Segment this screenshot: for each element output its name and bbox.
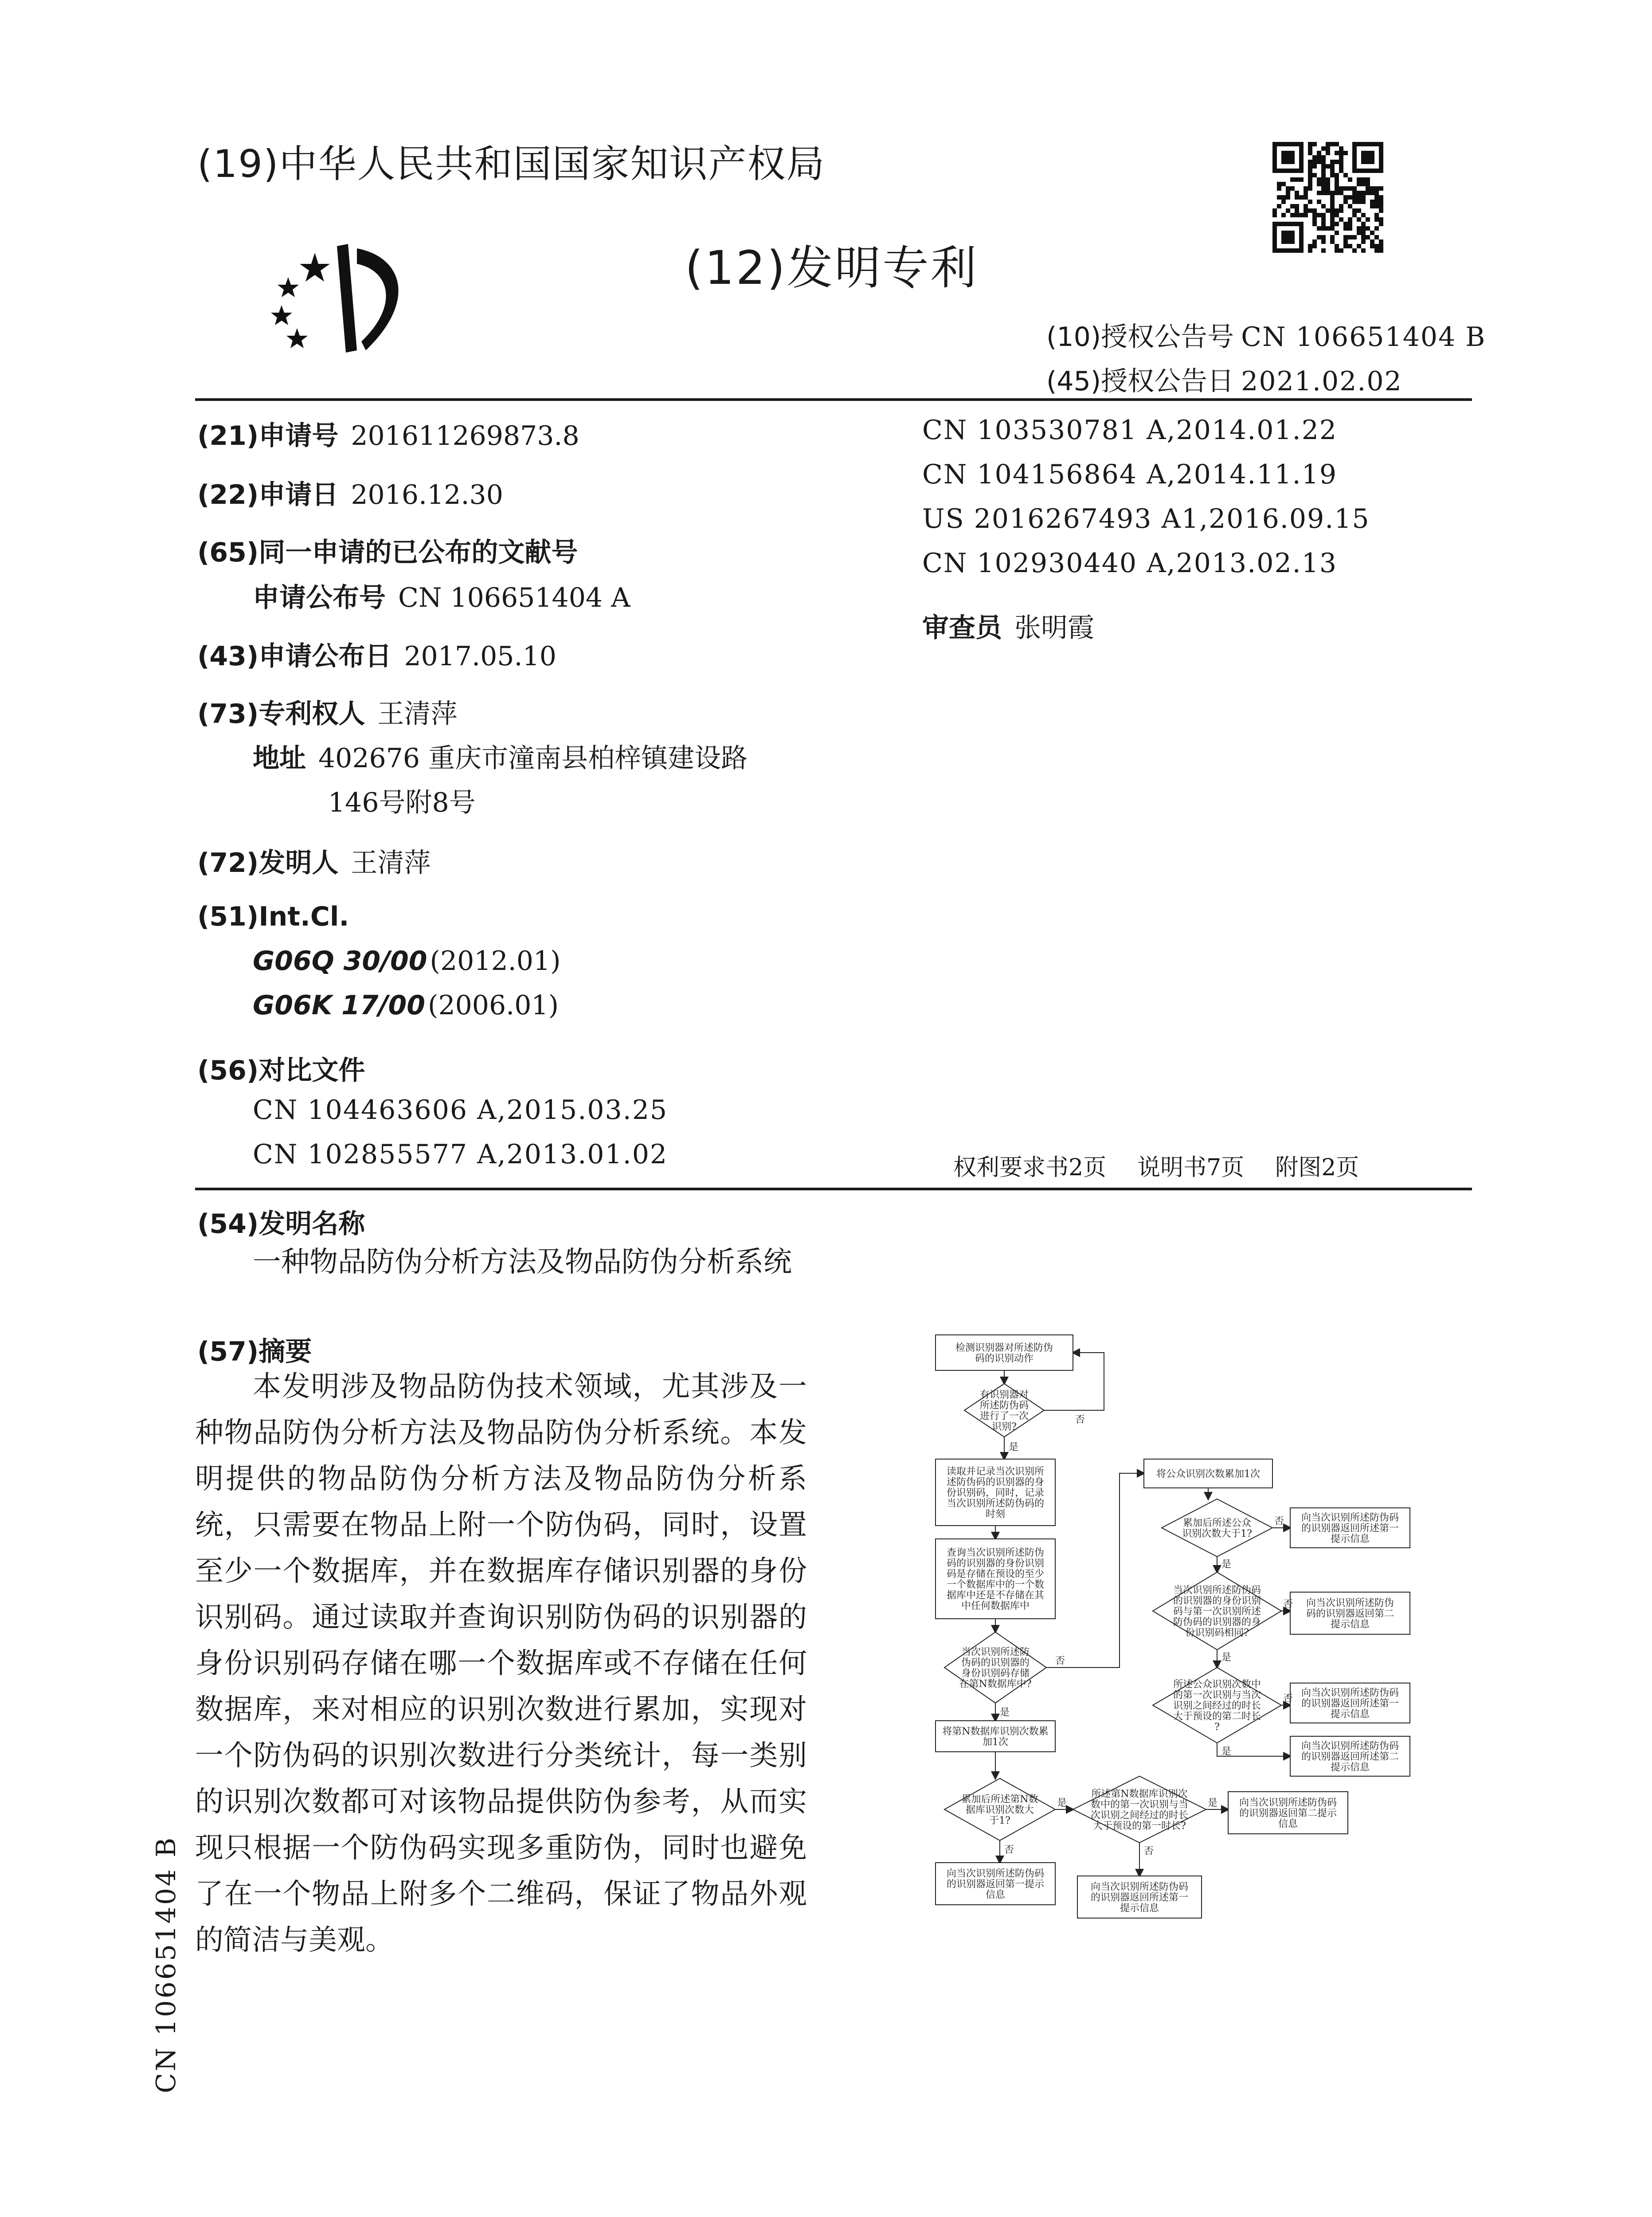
inventor-value: 王清萍 (351, 848, 431, 879)
flow-node-text: 大于预设的第一时长? (1093, 1821, 1186, 1832)
fields-divider (195, 1188, 1472, 1190)
flow-edge-label: 是 (1221, 1746, 1232, 1757)
flow-edge-label: 否 (1274, 1516, 1284, 1527)
flow-node-text: 的识别器返回所述第一 (1090, 1892, 1189, 1903)
authority-title: (19)中华人民共和国国家知识产权局 (197, 142, 826, 186)
flow-edge-label: 是 (1221, 1652, 1232, 1663)
flow-node-text: 识别之间经过的时长 (1173, 1700, 1261, 1711)
reference-item: CN 102855577 A,2013.01.02 (253, 1139, 668, 1170)
references (197, 1049, 365, 1087)
grant-pub-date: 2021.02.02 (1241, 366, 1402, 397)
description-pages: 说明书7页 (1137, 1154, 1245, 1181)
flow-node-text: 信息 (1278, 1818, 1298, 1830)
flow-node-text: 提示信息 (1330, 1534, 1370, 1545)
flow-node-text: 份识别码相同? (1185, 1627, 1249, 1639)
grant-pub-date-line (1046, 360, 1402, 398)
flow-edge-label: 否 (1144, 1846, 1154, 1857)
flow-node-text: 向当次识别所述防伪码 (1301, 1687, 1399, 1699)
flow-node-text: 查询当次识别所述防伪 (946, 1547, 1045, 1558)
flow-edge-label: 是 (1000, 1707, 1010, 1718)
cnipa-emblem-icon (270, 239, 430, 355)
flow-node-text: 述防伪码的识别器的身 (946, 1477, 1045, 1488)
flow-node-text: 所述防伪码 (979, 1400, 1029, 1411)
int-cl-version: (2006.01) (428, 990, 559, 1021)
grant-pub-no: CN 106651404 B (1241, 322, 1486, 353)
application-pub-date (197, 635, 556, 673)
int-cl-code: G06K 17/00 (253, 990, 426, 1021)
header-divider (195, 398, 1472, 401)
inventor (197, 842, 431, 880)
app-date-value: 2016.12.30 (351, 479, 503, 510)
patentee-label: (73)专利权人 (197, 698, 365, 730)
flow-node-text: 提示信息 (1120, 1903, 1159, 1914)
app-pub-date-label: (43)申请公布日 (197, 641, 392, 672)
flow-node-text: 信息 (985, 1889, 1006, 1901)
flow-edge-label: 否 (1283, 1599, 1293, 1610)
invention-title: 一种物品防伪分析方法及物品防伪分析系统 (253, 1246, 792, 1279)
int-cl-row (253, 946, 560, 977)
int-cl-version: (2012.01) (430, 946, 561, 977)
flow-node-text: 份识别码，同时，记录 (946, 1487, 1045, 1499)
flow-node-text: 的第一次识别与当次 (1173, 1690, 1261, 1701)
int-cl-code: G06Q 30/00 (253, 946, 427, 977)
flow-node-text: 大于预设的第二时长 (1173, 1711, 1261, 1722)
flow-node-text: 的识别器返回所述第二 (1301, 1751, 1399, 1762)
title-label-text: (54)发明名称 (197, 1209, 365, 1240)
same-application-pub (197, 531, 578, 569)
flow-node-text: 提示信息 (1330, 1709, 1370, 1720)
flow-node-text: 识别次数大于1? (1182, 1528, 1252, 1539)
address-line2: 146号附8号 (328, 787, 476, 818)
patentee (197, 693, 457, 731)
flow-node-text: 中任何数据库中 (961, 1601, 1030, 1612)
flow-node-text: 的识别器返回所述第一 (1301, 1523, 1399, 1534)
address-line-2 (328, 781, 476, 820)
flow-node-text: 识别? (992, 1421, 1017, 1432)
flow-edge-label: 是 (1009, 1442, 1019, 1453)
claims-pages: 权利要求书2页 (953, 1154, 1107, 1181)
application-number (197, 415, 579, 453)
flow-node-text: 有识别器对 (979, 1389, 1029, 1401)
examiner-label: 审查员 (922, 612, 1002, 644)
flow-node-text: 所述公众识别次数中 (1173, 1679, 1261, 1690)
examiner-value: 张明霞 (1014, 612, 1094, 644)
flow-node-text: 将第N数据库识别次数累 (942, 1726, 1049, 1737)
same-app-label: (65)同一申请的已公布的文献号 (197, 537, 578, 568)
flow-node-text: 防伪码的识别器的身 (1173, 1617, 1261, 1628)
reference-item: US 2016267493 A1,2016.09.15 (922, 503, 1370, 534)
flow-node-text: 据库识别次数大 (965, 1805, 1034, 1816)
reference-item: CN 102930440 A,2013.02.13 (922, 548, 1338, 579)
app-pub-date-value: 2017.05.10 (404, 641, 556, 672)
flow-node-text: 向当次识别所述防伪码 (1301, 1512, 1399, 1523)
flow-node-text: 伪码的识别器的 (961, 1657, 1030, 1668)
document-type: (12)发明专利 (685, 241, 979, 295)
flow-edge-label: 否 (1004, 1844, 1014, 1856)
flow-node-text: 将公众识别次数累加1次 (1156, 1468, 1260, 1480)
flow-node-text: 的识别器的身份识别 (1173, 1595, 1261, 1607)
patentee-value: 王清萍 (377, 698, 458, 730)
app-no-label: (21)申请号 (197, 420, 339, 451)
app-no-value: 201611269873.8 (351, 420, 579, 451)
flow-node-text: 于1? (989, 1815, 1010, 1826)
address (253, 737, 748, 775)
abstract-text: 本发明涉及物品防伪技术领域，尤其涉及一种物品防伪分析方法及物品防伪分析系统。本发明提供的物品防伪分析方法及物品防伪分析系统，只需要在物品上附一个防伪码，同时，设置至少一个数据库，并在数据库存储识别器的身份识别码。通过读取并查询识别防伪码的识别器的身份识别码存储在哪一个数据库或不存储在任何数据库，来对相应的识别次数进行累加，实现对一个防伪码的识别次数进行分类统计，每一类别的识别次数都可对该物品提供防伪参考，从而实现只根据一个防伪码实现多重防伪，同时也避免了在一个物品上附多个二维码，保证了物品外观的简洁与美观。 (195, 1370, 807, 1957)
flow-node-text: 一个数据库中的一个数 (946, 1579, 1045, 1590)
flow-edge-label: 否 (1075, 1414, 1085, 1425)
drawings-pages: 附图2页 (1275, 1154, 1359, 1181)
reference-item: CN 104156864 A,2014.11.19 (922, 459, 1338, 490)
flow-node-text: 码的识别器的身份识别 (946, 1558, 1045, 1569)
examiner (922, 607, 1094, 645)
flow-node-text: 数中的第一次识别与当 (1090, 1799, 1189, 1810)
flow-node-text: 码的识别器返回第二 (1306, 1608, 1394, 1620)
qr-code-icon (1272, 142, 1383, 253)
app-date-label: (22)申请日 (197, 479, 339, 510)
flow-node-text: 当次识别所述防伪码的 (946, 1498, 1045, 1509)
address-line1: 402676 重庆市潼南县柏梓镇建设路 (318, 743, 748, 774)
flow-node-text: 的识别器返回所述第一 (1301, 1698, 1399, 1709)
application-pub-number (253, 577, 630, 615)
grant-pub-date-label: (45)授权公告日 (1046, 366, 1234, 397)
flow-node-text: 加1次 (983, 1737, 1008, 1748)
side-publication-number: CN 106651404 B (151, 1836, 182, 2093)
flow-node-text: 当次识别所述防伪码 (1173, 1585, 1261, 1596)
flow-node-text: ? (1214, 1722, 1220, 1733)
flow-node-text: 向当次识别所述防伪码 (1090, 1881, 1189, 1893)
flow-node-text: 向当次识别所述防伪 (1306, 1597, 1394, 1609)
flow-node-text: 在第N数据库中? (959, 1679, 1032, 1690)
address-label: 地址 (253, 743, 306, 774)
int-cl-label: (51)Int.Cl. (197, 901, 349, 932)
flow-edge-label: 是 (1057, 1797, 1067, 1809)
grant-pub-no-line (1046, 316, 1486, 354)
flow-node-text: 检测识别器对所述防伪 (955, 1342, 1053, 1354)
flow-node-text: 进行了一次 (979, 1411, 1029, 1422)
flow-node-text: 的识别器返回第二提示 (1239, 1808, 1337, 1819)
flow-node-text: 累加后所述第N数 (961, 1794, 1038, 1805)
abstract-label (197, 1330, 312, 1369)
flow-node-text: 码是存储在预设的至少 (946, 1569, 1045, 1580)
flow-node-text: 当次识别所述防 (961, 1647, 1030, 1658)
inventor-label: (72)发明人 (197, 848, 339, 879)
flow-node-text: 提示信息 (1330, 1762, 1370, 1773)
reference-item: CN 104463606 A,2015.03.25 (253, 1095, 668, 1126)
flow-node-text: 时刻 (985, 1509, 1006, 1520)
invention-title-label (197, 1203, 365, 1241)
abstract-flowchart (922, 1330, 1445, 1942)
flow-node-text: 据库中还是不存储在其 (946, 1590, 1045, 1601)
flow-edge-label: 否 (1283, 1693, 1293, 1704)
flow-node-text: 向当次识别所述防伪码 (1301, 1741, 1399, 1752)
abstract-label-text: (57)摘要 (197, 1336, 312, 1367)
page-counts (953, 1149, 1390, 1182)
flow-edge-label: 是 (1221, 1559, 1232, 1570)
flow-edge-label: 否 (1055, 1656, 1065, 1667)
flow-node-text: 读取并记录当次识别所 (946, 1466, 1045, 1477)
flow-node-text: 码与第一次识别所述 (1173, 1606, 1261, 1617)
flow-node-text: 向当次识别所述防伪码 (946, 1868, 1045, 1880)
flow-node-text: 提示信息 (1330, 1619, 1370, 1630)
flow-node-text: 累加后所述公众 (1182, 1518, 1252, 1529)
references-label: (56)对比文件 (197, 1055, 365, 1086)
application-date (197, 474, 503, 512)
int-cl-row (253, 990, 559, 1021)
flow-node-text: 所述第N数据库识别次 (1091, 1789, 1188, 1800)
reference-item: CN 103530781 A,2014.01.22 (922, 415, 1338, 446)
grant-pub-no-label: (10)授权公告号 (1046, 322, 1234, 353)
app-pub-no-label: 申请公布号 (253, 582, 386, 613)
flow-node-text: 向当次识别所述防伪码 (1239, 1797, 1337, 1809)
flow-node-text: 的识别器返回第一提示 (946, 1879, 1045, 1890)
flow-node-text: 次识别之间经过的时长 (1090, 1810, 1189, 1821)
flow-node-text: 码的识别动作 (975, 1353, 1034, 1364)
int-cl (197, 901, 349, 932)
app-pub-no-value: CN 106651404 A (398, 582, 630, 613)
flow-edge-label: 是 (1208, 1797, 1218, 1809)
flow-node-text: 身份识别码存储 (961, 1668, 1030, 1679)
